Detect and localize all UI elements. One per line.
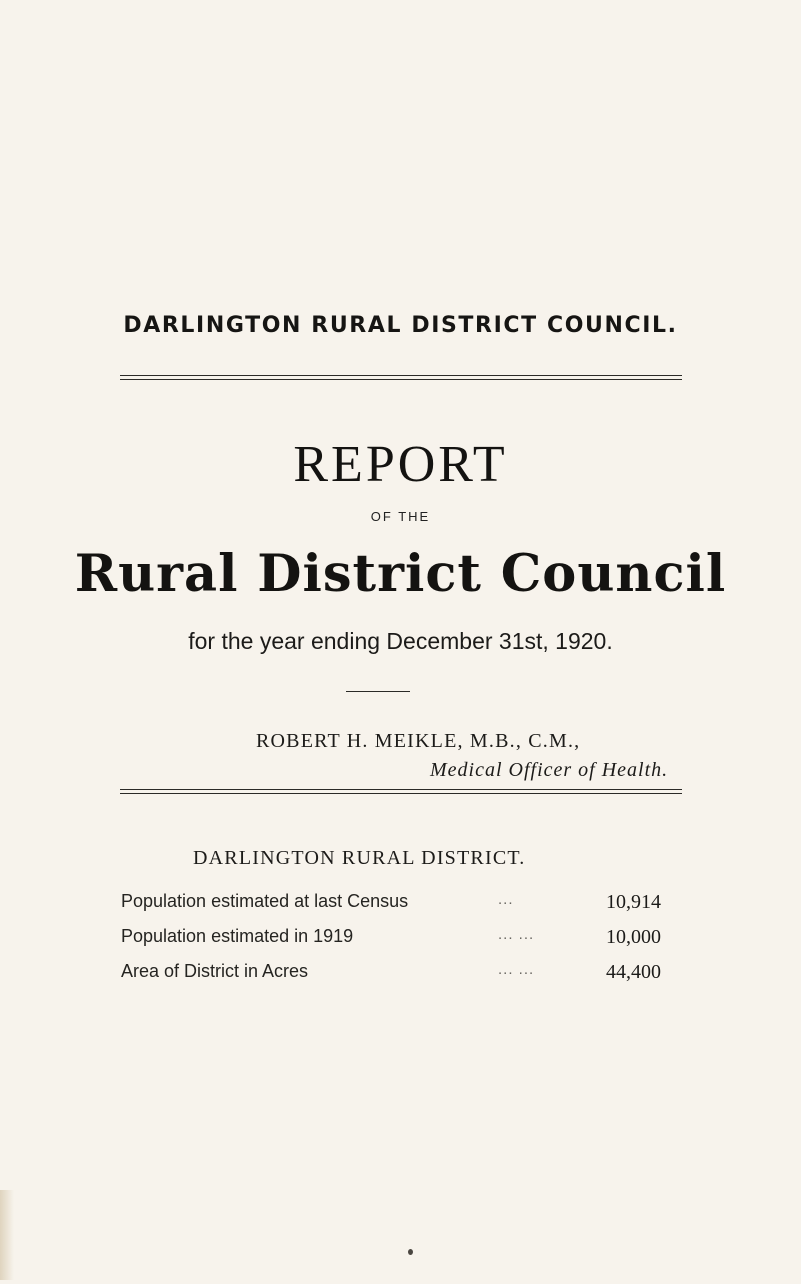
stat-label: Population estimated at last Census bbox=[121, 891, 409, 911]
report-title: REPORT bbox=[293, 436, 508, 493]
top-double-rule bbox=[120, 375, 682, 380]
stat-row-acres bbox=[121, 961, 661, 996]
stat-label: Area of District in Acres bbox=[121, 961, 309, 981]
stat-row-1919 bbox=[121, 926, 661, 961]
district-heading: DARLINGTON RURAL DISTRICT. bbox=[193, 847, 526, 869]
stat-label: Population estimated in 1919 bbox=[121, 926, 354, 946]
stat-value: 44,400 bbox=[606, 961, 661, 983]
short-divider bbox=[346, 691, 410, 692]
stat-leader-dots: ... ... bbox=[498, 926, 535, 943]
stat-leader-dots: ... ... bbox=[498, 961, 535, 978]
stat-value: 10,914 bbox=[606, 891, 661, 913]
stat-leader-dots: ... bbox=[498, 891, 514, 908]
council-heading: DARLINGTON RURAL DISTRICT COUNCIL. bbox=[123, 313, 678, 338]
year-line: for the year ending December 31st, 1920. bbox=[188, 628, 613, 654]
stat-row-census bbox=[121, 891, 661, 926]
author-title: Medical Officer of Health. bbox=[430, 759, 669, 781]
paper-speck bbox=[408, 1249, 413, 1255]
rural-district-council-title: Rural District Council bbox=[74, 544, 727, 604]
district-stats bbox=[121, 891, 661, 996]
author-name: ROBERT H. MEIKLE, M.B., C.M., bbox=[256, 730, 581, 752]
paper-edge-stain bbox=[0, 1190, 14, 1280]
middle-double-rule bbox=[120, 789, 682, 794]
stat-value: 10,000 bbox=[606, 926, 661, 948]
of-the-subtitle: OF THE bbox=[370, 509, 431, 524]
